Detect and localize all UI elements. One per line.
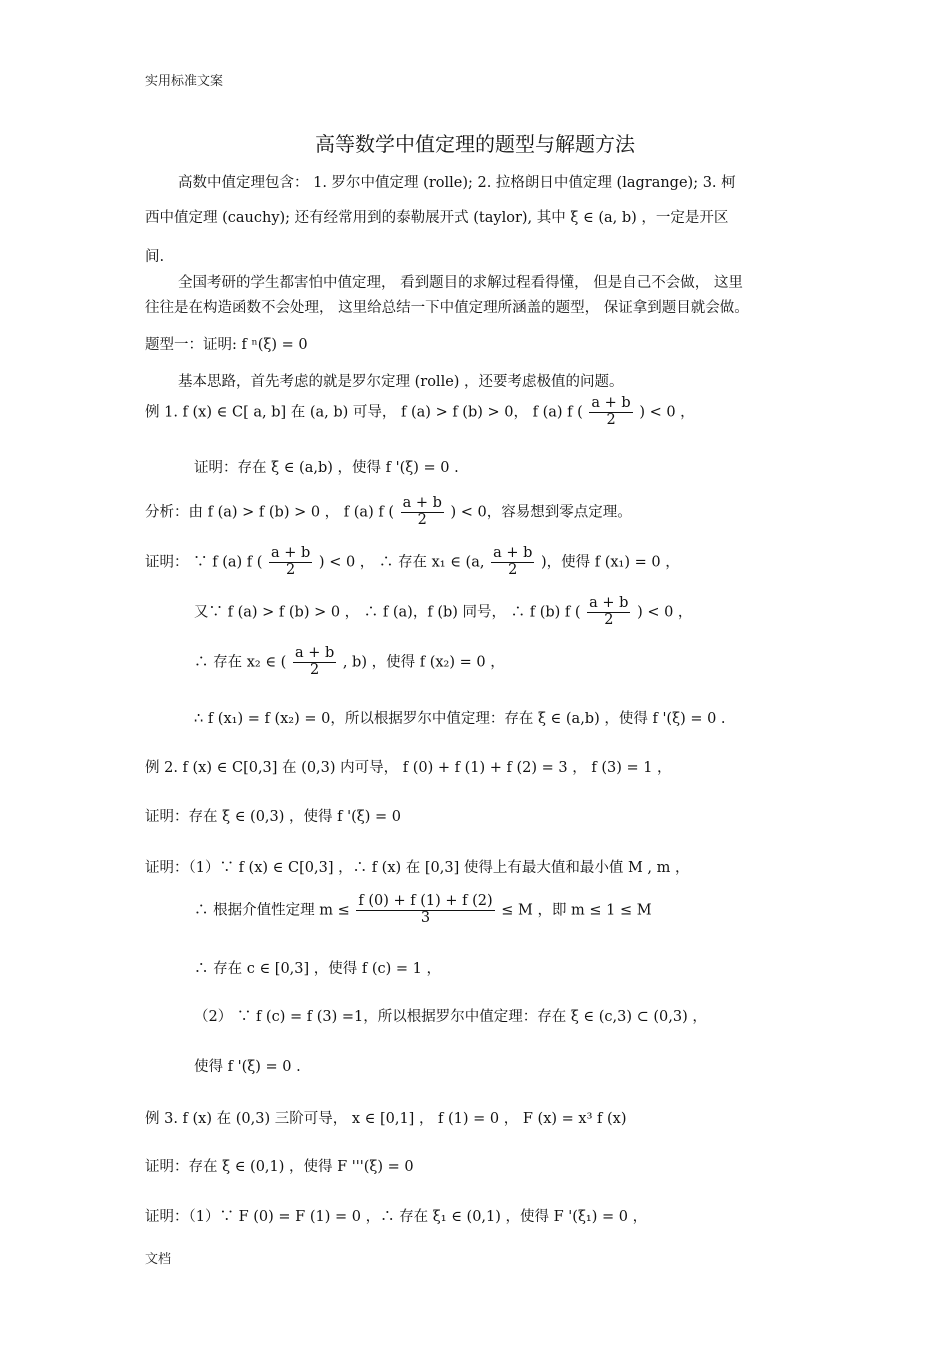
fraction-numerator: f (0) + f (1) + f (2) — [358, 893, 493, 909]
fraction-denominator: 2 — [309, 661, 320, 678]
fraction-numerator: a + b — [271, 545, 311, 561]
example-1-pre: 例 1. f (x) ∈ C[ a, b] 在 (a, b) 可导， f (a) > f (b) > 0， f (a) f ( — [145, 404, 583, 421]
proof-1-pre: 证明： ∵ f (a) f ( — [145, 554, 263, 571]
proof-3-line-1: 证明：（1）∵ F (0) = F (1) = 0 ，∴ 存在 ξ₁ ∈ (0,1) ，使得 F '(ξ₁) = 0 ， — [145, 1209, 648, 1225]
example-3-claim: 证明：存在 ξ ∈ (0,1) ，使得 F '''(ξ) = 0 — [145, 1159, 414, 1175]
fraction — [587, 596, 630, 629]
analysis-line — [145, 496, 632, 529]
fraction-numerator: a + b — [589, 595, 629, 611]
page-header: 实用标准文案 — [145, 74, 224, 89]
proof-2-line-4: （2） ∵ f (c) = f (3) =1，所以根据罗尔中值定理：存在 ξ ∈ (c,3) ⊂ (0,3) ， — [194, 1009, 707, 1025]
proof-1-line-2-post: ) < 0 ， — [637, 604, 693, 621]
document-title: 高等数学中值定理的题型与解题方法 — [315, 132, 635, 156]
intro-line-1: 高数中值定理包含： 1. 罗尔中值定理 (rolle); 2. 拉格朗日中值定理 (lagrange); 3. 柯 — [178, 175, 736, 191]
intro-line-3: 间. — [145, 249, 165, 265]
example-2-statement: 例 2. f (x) ∈ C[0,3] 在 (0,3) 内可导， f (0) + f (1) + f (2) = 3 ， f (3) = 1 ， — [145, 760, 672, 776]
analysis-post: ) < 0，容易想到零点定理。 — [450, 504, 632, 521]
paragraph-2-line-1: 全国考研的学生都害怕中值定理， 看到题目的求解过程看得懂， 但是自己不会做， 这里 — [178, 275, 743, 291]
fraction-numerator: a + b — [493, 545, 533, 561]
fraction-denominator: 2 — [417, 511, 427, 528]
intro-line-2: 西中值定理 (cauchy); 还有经常用到的泰勒展开式 (taylor), 其中 ξ ∈ (a, b) ，一定是开区 — [145, 210, 729, 226]
fraction — [589, 396, 632, 429]
fraction — [269, 546, 312, 579]
proof-1-line-3-pre: ∴ 存在 x₂ ∈ ( — [194, 654, 287, 671]
fraction-denominator: 2 — [606, 411, 616, 428]
proof-2-line-3: ∴ 存在 c ∈ [0,3] ，使得 f (c) = 1 ， — [194, 961, 441, 977]
fraction — [491, 546, 534, 579]
fraction-numerator: a + b — [294, 645, 335, 661]
fraction-denominator: 2 — [508, 561, 518, 578]
proof-2-line-2-post: ≤ M ，即 m ≤ 1 ≤ M — [501, 902, 652, 919]
proof-1-line-2 — [194, 596, 692, 629]
example-1-claim: 证明：存在 ξ ∈ (a,b) ，使得 f '(ξ) = 0 . — [194, 460, 459, 476]
example-2-claim: 证明：存在 ξ ∈ (0,3) ，使得 f '(ξ) = 0 — [145, 809, 401, 825]
proof-1-line-2-pre: 又∵ f (a) > f (b) > 0 ， ∴ f (a)，f (b) 同号， ∴ f (b) f ( — [194, 604, 581, 621]
fraction-numerator: a + b — [591, 395, 631, 411]
example-1-post: ) < 0 ， — [639, 404, 695, 421]
fraction-denominator: 2 — [604, 611, 614, 628]
fraction-denominator: 3 — [420, 909, 431, 926]
type-one-idea: 基本思路，首先考虑的就是罗尔定理 (rolle) ，还要考虑极值的问题。 — [178, 374, 624, 390]
proof-1-line-3-post: , b) ，使得 f (x₂) = 0 ， — [342, 654, 505, 671]
page-footer: 文档 — [145, 1252, 172, 1267]
analysis-pre: 分析：由 f (a) > f (b) > 0 ， f (a) f ( — [145, 504, 394, 521]
proof-2-line-1: 证明：（1）∵ f (x) ∈ C[0,3] ，∴ f (x) 在 [0,3] 使得上有最大值和最小值 M , m ， — [145, 860, 690, 876]
proof-1-line-1 — [145, 546, 680, 579]
example-1-statement — [145, 396, 695, 429]
proof-2-line-2 — [194, 894, 652, 927]
fraction — [401, 496, 444, 529]
proof-1-line-3 — [194, 646, 505, 679]
proof-1-conclusion: ∴ f (x₁) = f (x₂) = 0，所以根据罗尔中值定理：存在 ξ ∈ (a,b) ，使得 f '(ξ) = 0 . — [194, 711, 726, 727]
proof-1-post: )，使得 f (x₁) = 0 ， — [540, 554, 680, 571]
paragraph-2-line-2: 往往是在构造函数不会处理， 这里给总结一下中值定理所涵盖的题型， 保证拿到题目就会做。 — [145, 300, 749, 316]
fraction-numerator: a + b — [402, 495, 442, 511]
example-3-statement: 例 3. f (x) 在 (0,3) 三阶可导， x ∈ [0,1] ， f (1) = 0 ， F (x) = x³ f (x) — [145, 1111, 627, 1127]
proof-2-line-2-pre: ∴ 根据介值性定理 m ≤ — [194, 902, 350, 919]
fraction — [356, 894, 494, 927]
fraction — [293, 646, 336, 679]
fraction-denominator: 2 — [286, 561, 296, 578]
proof-2-conclusion: 使得 f '(ξ) = 0 . — [194, 1059, 301, 1075]
proof-1-mid: ) < 0 ， ∴ 存在 x₁ ∈ (a, — [318, 554, 485, 571]
type-one-heading: 题型一：证明: f ⁿ(ξ) = 0 — [145, 337, 308, 353]
